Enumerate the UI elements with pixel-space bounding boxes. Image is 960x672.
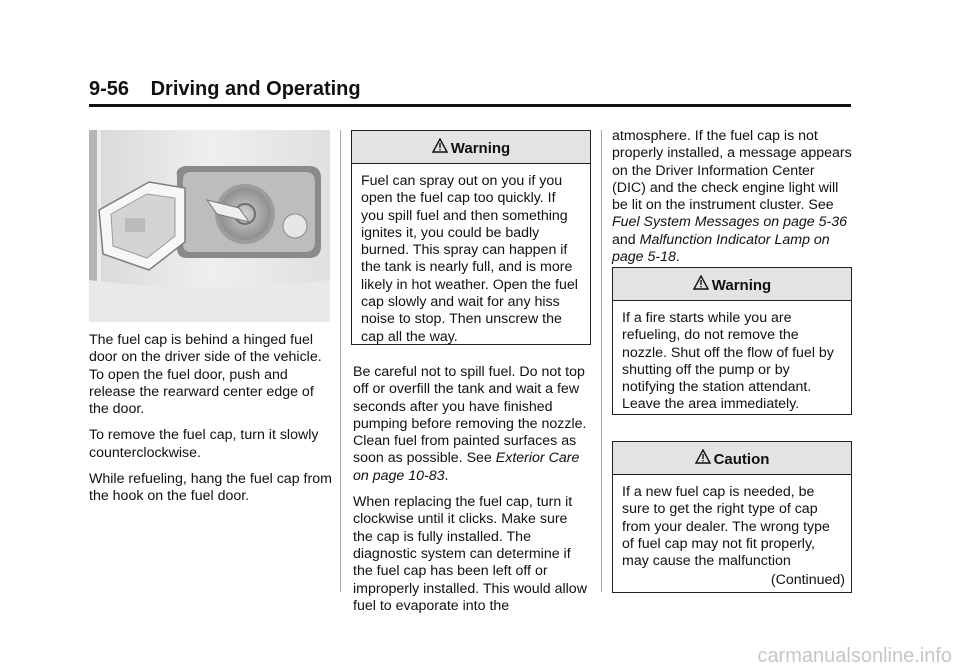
spill-text: Be careful not to spill fuel. Do not top off or overfill the tank and wait a few seconds after you have finished pumping before removing the nozzle. Clean fuel from painted surfaces as soon as possible. See	[353, 364, 587, 467]
caution-header	[613, 442, 851, 475]
warning-body: Fuel can spray out on you if you open the fuel cap too quickly. If you spill fuel and then something ignites it, you could be badly burned. This spray can happen if the tank is nearly full, and is more likely in hot weather. Open the fuel cap slowly and wait for any hiss noise to stop. Then unscrew the cap all the way.	[361, 173, 578, 345]
warning-title: Warning	[450, 140, 511, 157]
warning-body: If a fire starts while you are refueling, do not remove the nozzle. Shut off the flow of fuel by shutting off the pump or by notifying the station attendant. Leave the area immediately.	[622, 310, 834, 413]
column-1	[89, 332, 332, 515]
paragraph-fuel-door: The fuel cap is behind a hinged fuel door on the driver side of the vehicle. To open the fuel door, push and release the rearward center edge of the door.	[89, 332, 322, 418]
fuel-system-messages-reference[interactable]: Fuel System Messages on page 5-36	[612, 214, 848, 231]
warning-header	[352, 131, 590, 164]
warning-header	[613, 268, 851, 301]
warning-triangle-icon	[432, 138, 448, 157]
column-3	[612, 128, 852, 275]
paragraph-refueling: While refueling, hang the fuel cap from the hook on the fuel door.	[89, 471, 332, 505]
exterior-care-reference[interactable]: Exterior Care on page 10-83	[353, 450, 580, 484]
page-number: 9-56	[89, 78, 130, 100]
warning-triangle-icon	[695, 449, 711, 468]
warning-box-fuel-spray	[351, 130, 591, 345]
paragraph-remove-cap: To remove the fuel cap, turn it slowly counterclockwise.	[89, 427, 319, 461]
caution-box-fuel-cap	[612, 441, 852, 593]
paragraph-spill	[353, 364, 591, 485]
fuel-door-photo	[89, 130, 330, 322]
section-title: Driving and Operating	[150, 78, 361, 100]
paragraph-replacing-cap: When replacing the fuel cap, turn it clockwise until it clicks. Make sure the cap is fully installed. The diagnostic system can determine if the fuel cap has been left off or improperly installed. This would allow fuel to evaporate into the	[353, 494, 587, 614]
caution-title: Caution	[713, 451, 770, 468]
warning-triangle-icon	[693, 275, 709, 294]
fuel-door-illustration	[89, 130, 330, 322]
malfunction-indicator-reference[interactable]: Malfunction Indicator Lamp on page 5-18	[612, 231, 830, 266]
column-divider-2	[601, 130, 602, 592]
spill-end: .	[444, 467, 449, 484]
continued-label: (Continued)	[770, 572, 845, 589]
caution-body: If a new fuel cap is needed, be sure to get the right type of cap from your dealer. The wrong type of fuel cap may not fit properly, may cause the malfunction	[622, 484, 830, 570]
column-divider-1	[340, 130, 341, 592]
warning-title: Warning	[711, 277, 772, 294]
atmosphere-end: .	[675, 249, 680, 266]
header-rule	[89, 104, 851, 107]
column-2	[353, 364, 591, 624]
paragraph-atmosphere	[612, 128, 852, 266]
watermark: carmanualsonline.info	[757, 645, 952, 667]
warning-box-fire	[612, 267, 852, 415]
atmosphere-text: atmosphere. If the fuel cap is not properly installed, a message appears on the Driver Information Center (DIC) and the check engine light will be lit on the instrument cluster. See	[612, 128, 852, 214]
and-text: and	[612, 231, 640, 248]
page-header	[89, 78, 361, 101]
